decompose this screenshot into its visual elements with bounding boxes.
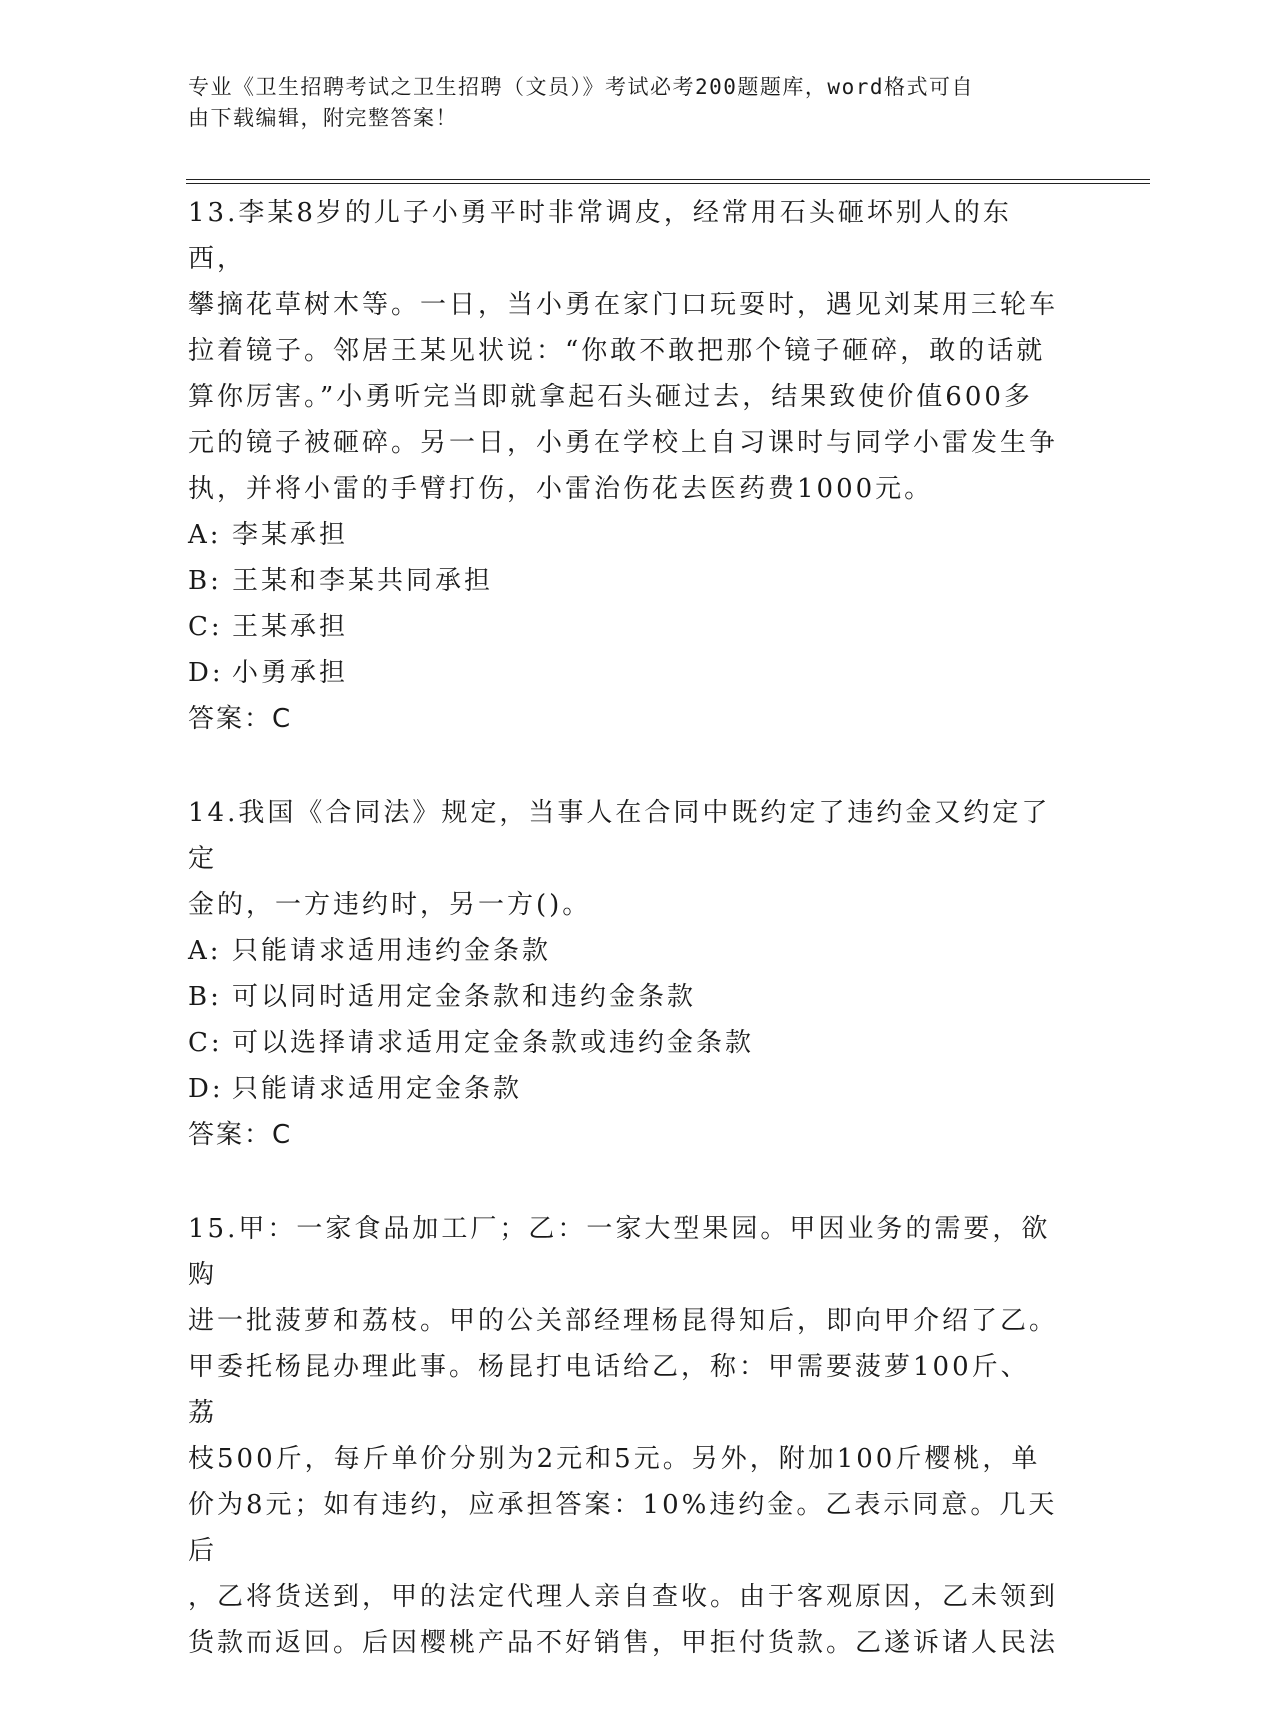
- option-letter: B:: [188, 566, 222, 596]
- stem-line: ，乙将货送到，甲的法定代理人亲自查收。由于客观原因，乙未领到: [188, 1582, 1059, 1612]
- question-stem: [188, 790, 1058, 928]
- header-line-1: 专业《卫生招聘考试之卫生招聘（文员）》考试必考200题题库，word格式可自: [188, 75, 974, 99]
- answer-line: 答案：C: [188, 1120, 293, 1150]
- option-letter: D:: [188, 658, 224, 688]
- option-text: 李某承担: [232, 520, 349, 550]
- stem-line: 元的镜子被砸碎。另一日，小勇在学校上自习课时与同学小雷发生争: [188, 428, 1059, 458]
- question-15: [188, 1206, 1058, 1666]
- document-header: [188, 72, 1068, 134]
- option-c: [188, 1020, 1058, 1066]
- stem-line: 执，并将小雷的手臂打伤，小雷治伤花去医药费1000元。: [188, 474, 934, 504]
- question-14: [188, 790, 1058, 1158]
- stem-line: 攀摘花草树木等。一日，当小勇在家门口玩耍时，遇见刘某用三轮车: [188, 290, 1059, 320]
- option-text: 可以选择请求适用定金条款或违约金条款: [232, 1028, 755, 1058]
- stem-line: 13.李某8岁的儿子小勇平时非常调皮，经常用石头砸坏别人的东西，: [188, 198, 1012, 274]
- option-b: [188, 974, 1058, 1020]
- question-stem: [188, 1206, 1058, 1666]
- option-text: 王某承担: [232, 612, 349, 642]
- option-a: [188, 512, 1058, 558]
- question-stem: [188, 190, 1058, 512]
- option-letter: A:: [188, 520, 222, 550]
- header-divider-bottom: [186, 183, 1150, 184]
- stem-line: 15.甲：一家食品加工厂；乙：一家大型果园。甲因业务的需要，欲购: [188, 1214, 1051, 1290]
- option-letter: B:: [188, 982, 222, 1012]
- option-d: [188, 650, 1058, 696]
- option-d: [188, 1066, 1058, 1112]
- option-text: 可以同时适用定金条款和违约金条款: [232, 982, 697, 1012]
- option-c: [188, 604, 1058, 650]
- option-text: 王某和李某共同承担: [232, 566, 494, 596]
- stem-line: 算你厉害。”小勇听完当即就拿起石头砸过去，结果致使价值600多: [188, 382, 1033, 412]
- stem-line: 拉着镜子。邻居王某见状说：“你敢不敢把那个镜子砸碎，敢的话就: [188, 336, 1046, 366]
- stem-line: 甲委托杨昆办理此事。杨昆打电话给乙，称：甲需要菠萝100斤、荔: [188, 1352, 1030, 1428]
- option-letter: A:: [188, 936, 222, 966]
- question-13: [188, 190, 1058, 742]
- option-letter: D:: [188, 1074, 224, 1104]
- option-letter: C:: [188, 612, 223, 642]
- stem-line: 14.我国《合同法》规定，当事人在合同中既约定了违约金又约定了定: [188, 798, 1051, 874]
- stem-line: 价为8元；如有违约，应承担答案：10%违约金。乙表示同意。几天后: [188, 1490, 1058, 1566]
- option-text: 小勇承担: [232, 658, 349, 688]
- stem-line: 进一批菠萝和荔枝。甲的公关部经理杨昆得知后，即向甲介绍了乙。: [188, 1306, 1059, 1336]
- stem-line: 货款而返回。后因樱桃产品不好销售，甲拒付货款。乙遂诉诸人民法: [188, 1628, 1059, 1658]
- option-text: 只能请求适用违约金条款: [232, 936, 552, 966]
- option-b: [188, 558, 1058, 604]
- stem-line: 枝500斤，每斤单价分别为2元和5元。另外，附加100斤樱桃，单: [188, 1444, 1041, 1474]
- option-a: [188, 928, 1058, 974]
- stem-line: 金的，一方违约时，另一方()。: [188, 890, 592, 920]
- header-divider-top: [186, 179, 1150, 180]
- option-text: 只能请求适用定金条款: [232, 1074, 523, 1104]
- question-list: [188, 190, 1058, 1714]
- answer-line: 答案：C: [188, 704, 293, 734]
- option-letter: C:: [188, 1028, 223, 1058]
- header-line-2: 由下载编辑，附完整答案！: [188, 106, 458, 130]
